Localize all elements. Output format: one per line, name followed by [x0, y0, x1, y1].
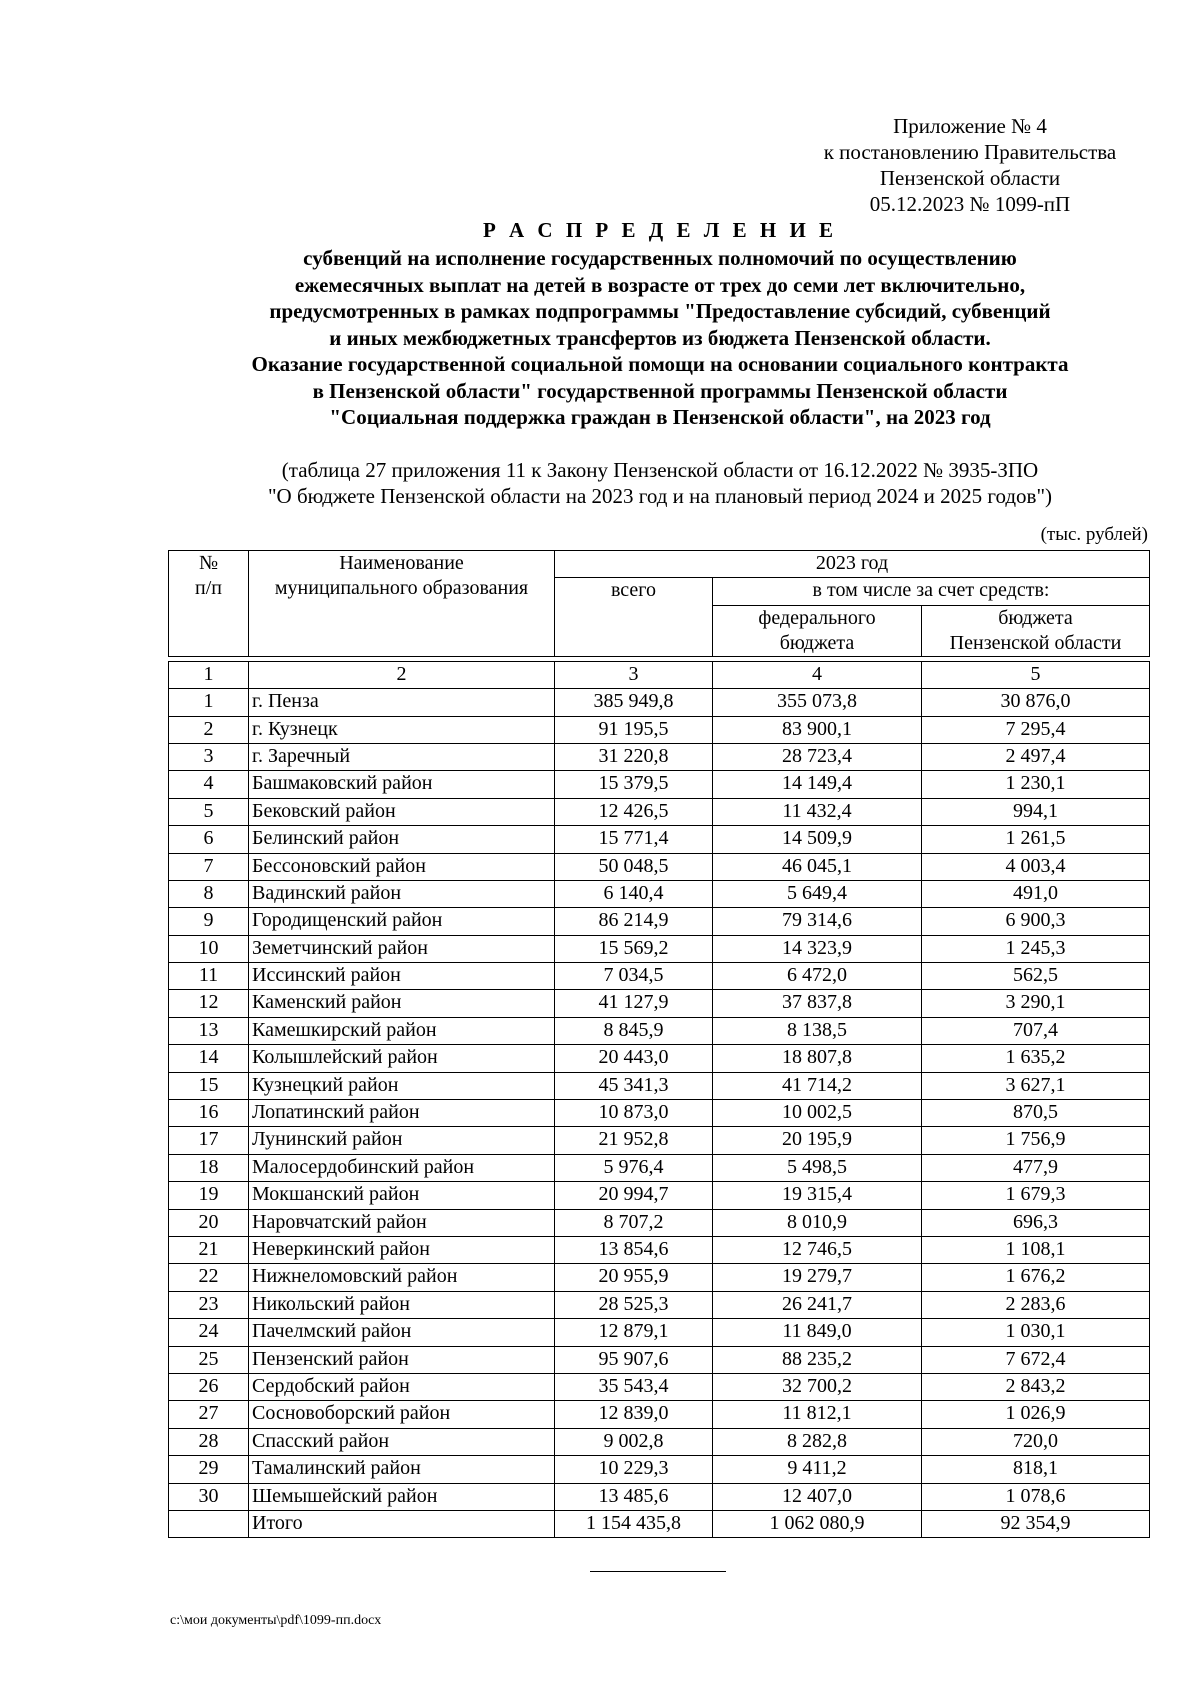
subtitle-line: "Социальная поддержка граждан в Пензенской области", на 2023 год — [329, 405, 991, 429]
cell-name: Каменский район — [249, 990, 555, 1017]
cell-federal: 6 472,0 — [713, 963, 922, 990]
cell-total: 28 525,3 — [555, 1291, 713, 1318]
cell-federal: 11 812,1 — [713, 1401, 922, 1428]
table-row — [169, 1319, 1150, 1346]
table-row — [169, 1373, 1150, 1400]
cell-federal: 5 498,5 — [713, 1154, 922, 1181]
cell-federal: 11 849,0 — [713, 1319, 922, 1346]
cell-total: 12 426,5 — [555, 798, 713, 825]
cell-federal: 37 837,8 — [713, 990, 922, 1017]
cell-n: 28 — [169, 1428, 249, 1455]
cell-total: 86 214,9 — [555, 908, 713, 935]
cell-federal: 12 407,0 — [713, 1483, 922, 1510]
end-divider — [590, 1571, 726, 1572]
cell-total: 10 229,3 — [555, 1456, 713, 1483]
cell-n: 25 — [169, 1346, 249, 1373]
header-number-line: п/п — [195, 577, 222, 599]
cell-regional: 1 108,1 — [922, 1236, 1150, 1263]
table-row — [169, 1264, 1150, 1291]
cell-total: 9 002,8 — [555, 1428, 713, 1455]
cell-n: 19 — [169, 1182, 249, 1209]
cell-n: 26 — [169, 1373, 249, 1400]
cell-federal: 20 195,9 — [713, 1127, 922, 1154]
cell-n: 9 — [169, 908, 249, 935]
appendix-line: 05.12.2023 № 1099-пП — [869, 192, 1071, 216]
cell-name: Иссинский район — [249, 963, 555, 990]
header-federal-line: федерального — [758, 606, 876, 629]
cell-regional: 994,1 — [922, 798, 1150, 825]
subtitle-line: и иных межбюджетных трансфертов из бюджета Пензенской области. — [329, 325, 991, 350]
cell-federal: 11 432,4 — [713, 798, 922, 825]
cell-total: 12 839,0 — [555, 1401, 713, 1428]
table-row — [169, 1291, 1150, 1318]
cell-name: Вадинский район — [249, 880, 555, 907]
header-regional — [922, 605, 1150, 656]
cell-total: 13 485,6 — [555, 1483, 713, 1510]
cell-n: 12 — [169, 990, 249, 1017]
header-regional-line: Пензенской области — [949, 631, 1122, 654]
cell-total: 31 220,8 — [555, 743, 713, 770]
column-number: 3 — [555, 661, 713, 688]
cell-federal: 355 073,8 — [713, 689, 922, 716]
cell-n: 18 — [169, 1154, 249, 1181]
appendix-line: Приложение № 4 — [893, 114, 1047, 138]
cell-federal: 79 314,6 — [713, 908, 922, 935]
table-row — [169, 689, 1150, 716]
cell-total: 7 034,5 — [555, 963, 713, 990]
header-municipality-line: муниципального образования — [274, 577, 529, 599]
cell-federal: 8 138,5 — [713, 1017, 922, 1044]
cell-federal: 83 900,1 — [713, 716, 922, 743]
cell-name: Башмаковский район — [249, 771, 555, 798]
cell-federal: 26 241,7 — [713, 1291, 922, 1318]
cell-federal: 41 714,2 — [713, 1072, 922, 1099]
cell-total: 21 952,8 — [555, 1127, 713, 1154]
cell-name: Белинский район — [249, 826, 555, 853]
cell-total: 50 048,5 — [555, 853, 713, 880]
cell-total: 95 907,6 — [555, 1346, 713, 1373]
cell-federal: 19 279,7 — [713, 1264, 922, 1291]
header-year: 2023 год — [555, 551, 1150, 578]
cell-federal: 12 746,5 — [713, 1236, 922, 1263]
cell-regional: 1 756,9 — [922, 1127, 1150, 1154]
cell-regional: 2 283,6 — [922, 1291, 1150, 1318]
units-label: (тыс. рублей) — [1040, 524, 1148, 545]
cell-regional: 1 635,2 — [922, 1045, 1150, 1072]
column-number-row — [169, 661, 1150, 688]
cell-total: 20 994,7 — [555, 1182, 713, 1209]
cell-name: Земетчинский район — [249, 935, 555, 962]
cell-n: 2 — [169, 716, 249, 743]
table-row — [169, 1127, 1150, 1154]
cell-n: 7 — [169, 853, 249, 880]
cell-regional: 6 900,3 — [922, 908, 1150, 935]
cell-n: 1 — [169, 689, 249, 716]
cell-n: 27 — [169, 1401, 249, 1428]
cell-name: г. Кузнецк — [249, 716, 555, 743]
subtitle-line: Оказание государственной социальной помощи на основании социального контракта — [251, 352, 1069, 376]
cell-total: 20 443,0 — [555, 1045, 713, 1072]
cell-total: 35 543,4 — [555, 1373, 713, 1400]
cell-n: 24 — [169, 1319, 249, 1346]
cell-n: 23 — [169, 1291, 249, 1318]
cell-name: Наровчатский район — [249, 1209, 555, 1236]
cell-regional: 720,0 — [922, 1428, 1150, 1455]
cell-regional: 4 003,4 — [922, 853, 1150, 880]
table-row — [169, 1017, 1150, 1044]
cell-total: 41 127,9 — [555, 990, 713, 1017]
cell-name: Колышлейский район — [249, 1045, 555, 1072]
cell-regional: 1 676,2 — [922, 1264, 1150, 1291]
table-row — [169, 1100, 1150, 1127]
table-body — [169, 656, 1150, 1538]
cell-federal: 18 807,8 — [713, 1045, 922, 1072]
cell-regional: 870,5 — [922, 1100, 1150, 1127]
header-federal-line: бюджета — [779, 631, 855, 654]
cell-federal: 88 235,2 — [713, 1346, 922, 1373]
appendix-block — [780, 113, 1160, 217]
table-row — [169, 1401, 1150, 1428]
cell-regional: 1 230,1 — [922, 771, 1150, 798]
cell-n: 30 — [169, 1483, 249, 1510]
cell-regional: 696,3 — [922, 1209, 1150, 1236]
column-number: 1 — [169, 661, 249, 688]
table-row — [169, 935, 1150, 962]
cell-total: 15 569,2 — [555, 935, 713, 962]
cell-name: Городищенский район — [249, 908, 555, 935]
cell-name: г. Заречный — [249, 743, 555, 770]
cell-federal: 8 282,8 — [713, 1428, 922, 1455]
cell-name: Кузнецкий район — [249, 1072, 555, 1099]
cell-name: Нижнеломовский район — [249, 1264, 555, 1291]
table-row — [169, 798, 1150, 825]
cell-federal: 14 509,9 — [713, 826, 922, 853]
cell-total: 6 140,4 — [555, 880, 713, 907]
table-row — [169, 1154, 1150, 1181]
cell-n: 10 — [169, 935, 249, 962]
subtitle-line: в Пензенской области" государственной программы Пензенской области — [312, 378, 1008, 403]
column-number: 5 — [922, 661, 1150, 688]
table-row — [169, 908, 1150, 935]
table-row — [169, 1483, 1150, 1510]
cell-name: Лопатинский район — [249, 1100, 555, 1127]
cell-regional: 2 497,4 — [922, 743, 1150, 770]
cell-name: Пачелмский район — [249, 1319, 555, 1346]
cell-name: Спасский район — [249, 1428, 555, 1455]
cell-federal: 9 411,2 — [713, 1456, 922, 1483]
cell-name: Бековский район — [249, 798, 555, 825]
cell-n: 6 — [169, 826, 249, 853]
subtitle-line: ежемесячных выплат на детей в возрасте от трех до семи лет включительно, — [294, 272, 1026, 297]
header-federal — [713, 605, 922, 656]
cell-name: Тамалинский район — [249, 1456, 555, 1483]
cell-regional: 562,5 — [922, 963, 1150, 990]
cell-n: 3 — [169, 743, 249, 770]
cell-n — [169, 1510, 249, 1537]
cell-federal: 32 700,2 — [713, 1373, 922, 1400]
table-row — [169, 1182, 1150, 1209]
distribution-table — [168, 550, 1150, 1538]
cell-total: 385 949,8 — [555, 689, 713, 716]
cell-regional: 1 679,3 — [922, 1182, 1150, 1209]
cell-regional: 491,0 — [922, 880, 1150, 907]
cell-regional: 1 030,1 — [922, 1319, 1150, 1346]
cell-n: 17 — [169, 1127, 249, 1154]
cell-n: 8 — [169, 880, 249, 907]
cell-total: 15 771,4 — [555, 826, 713, 853]
cell-name: Лунинский район — [249, 1127, 555, 1154]
document-title: Р А С П Р Е Д Е Л Е Н И Е — [482, 218, 838, 242]
cell-regional: 1 078,6 — [922, 1483, 1150, 1510]
cell-regional: 1 026,9 — [922, 1401, 1150, 1428]
table-row — [169, 990, 1150, 1017]
cell-total: 91 195,5 — [555, 716, 713, 743]
table-row — [169, 826, 1150, 853]
cell-n: 11 — [169, 963, 249, 990]
table-row — [169, 771, 1150, 798]
cell-total: 5 976,4 — [555, 1154, 713, 1181]
cell-name: Шемышейский район — [249, 1483, 555, 1510]
cell-federal: 14 149,4 — [713, 771, 922, 798]
source-note-line: "О бюджете Пензенской области на 2023 год и на плановый период 2024 и 2025 годов") — [267, 484, 1053, 508]
cell-n: 16 — [169, 1100, 249, 1127]
table-row — [169, 1428, 1150, 1455]
cell-n: 4 — [169, 771, 249, 798]
table-row — [169, 1209, 1150, 1236]
appendix-line: к постановлению Правительства — [823, 140, 1117, 164]
table-row — [169, 880, 1150, 907]
cell-name: Сосновоборский район — [249, 1401, 555, 1428]
cell-regional: 7 672,4 — [922, 1346, 1150, 1373]
table-row — [169, 1236, 1150, 1263]
appendix-line: Пензенской области — [879, 166, 1061, 190]
subtitle-line: предусмотренных в рамках подпрограммы "Предоставление субсидий, субвенций — [269, 299, 1051, 323]
header-number — [169, 551, 249, 657]
cell-regional: 1 245,3 — [922, 935, 1150, 962]
cell-federal: 1 062 080,9 — [713, 1510, 922, 1537]
cell-name: Сердобский район — [249, 1373, 555, 1400]
header-number-line: № — [198, 552, 219, 574]
cell-n: 13 — [169, 1017, 249, 1044]
cell-name: г. Пенза — [249, 689, 555, 716]
cell-regional: 3 290,1 — [922, 990, 1150, 1017]
source-note-line: (таблица 27 приложения 11 к Закону Пензенской области от 16.12.2022 № 3935-ЗПО — [281, 458, 1039, 482]
cell-regional: 477,9 — [922, 1154, 1150, 1181]
cell-name: Камешкирский район — [249, 1017, 555, 1044]
cell-total: 8 845,9 — [555, 1017, 713, 1044]
table-row — [169, 1045, 1150, 1072]
cell-federal: 46 045,1 — [713, 853, 922, 880]
cell-regional: 92 354,9 — [922, 1510, 1150, 1537]
cell-regional: 3 627,1 — [922, 1072, 1150, 1099]
total-row — [169, 1510, 1150, 1537]
header-municipality-line: Наименование — [339, 552, 464, 574]
cell-total: 1 154 435,8 — [555, 1510, 713, 1537]
cell-federal: 8 010,9 — [713, 1209, 922, 1236]
cell-total: 20 955,9 — [555, 1264, 713, 1291]
cell-name: Мокшанский район — [249, 1182, 555, 1209]
header-total: всего — [555, 578, 713, 656]
cell-n: 5 — [169, 798, 249, 825]
column-number: 2 — [249, 661, 555, 688]
table-row — [169, 716, 1150, 743]
cell-n: 14 — [169, 1045, 249, 1072]
cell-n: 21 — [169, 1236, 249, 1263]
cell-total: 45 341,3 — [555, 1072, 713, 1099]
table-row — [169, 1072, 1150, 1099]
cell-name: Итого — [249, 1510, 555, 1537]
cell-federal: 14 323,9 — [713, 935, 922, 962]
cell-n: 20 — [169, 1209, 249, 1236]
footer-file-path: c:\мои документы\pdf\1099-пп.docx — [170, 1613, 382, 1628]
cell-federal: 19 315,4 — [713, 1182, 922, 1209]
table-row — [169, 743, 1150, 770]
subtitle-line: субвенций на исполнение государственных полномочий по осуществлению — [303, 246, 1017, 270]
cell-regional: 818,1 — [922, 1456, 1150, 1483]
header-including: в том числе за счет средств: — [713, 578, 1150, 605]
cell-name: Никольский район — [249, 1291, 555, 1318]
cell-name: Неверкинский район — [249, 1236, 555, 1263]
column-number: 4 — [713, 661, 922, 688]
cell-n: 22 — [169, 1264, 249, 1291]
table-row — [169, 963, 1150, 990]
cell-federal: 5 649,4 — [713, 880, 922, 907]
cell-federal: 10 002,5 — [713, 1100, 922, 1127]
cell-n: 29 — [169, 1456, 249, 1483]
header-municipality — [249, 551, 555, 657]
table-row — [169, 853, 1150, 880]
source-note — [120, 457, 1200, 509]
cell-name: Пензенский район — [249, 1346, 555, 1373]
cell-total: 8 707,2 — [555, 1209, 713, 1236]
cell-regional: 7 295,4 — [922, 716, 1150, 743]
cell-name: Малосердобинский район — [249, 1154, 555, 1181]
cell-total: 10 873,0 — [555, 1100, 713, 1127]
cell-total: 13 854,6 — [555, 1236, 713, 1263]
cell-total: 12 879,1 — [555, 1319, 713, 1346]
cell-total: 15 379,5 — [555, 771, 713, 798]
cell-regional: 2 843,2 — [922, 1373, 1150, 1400]
cell-regional: 707,4 — [922, 1017, 1150, 1044]
table-row — [169, 1456, 1150, 1483]
cell-n: 15 — [169, 1072, 249, 1099]
header-regional-line: бюджета — [998, 606, 1073, 629]
cell-federal: 28 723,4 — [713, 743, 922, 770]
cell-regional: 30 876,0 — [922, 689, 1150, 716]
cell-name: Бессоновский район — [249, 853, 555, 880]
document-subtitle — [120, 245, 1200, 431]
table-row — [169, 1346, 1150, 1373]
cell-regional: 1 261,5 — [922, 826, 1150, 853]
